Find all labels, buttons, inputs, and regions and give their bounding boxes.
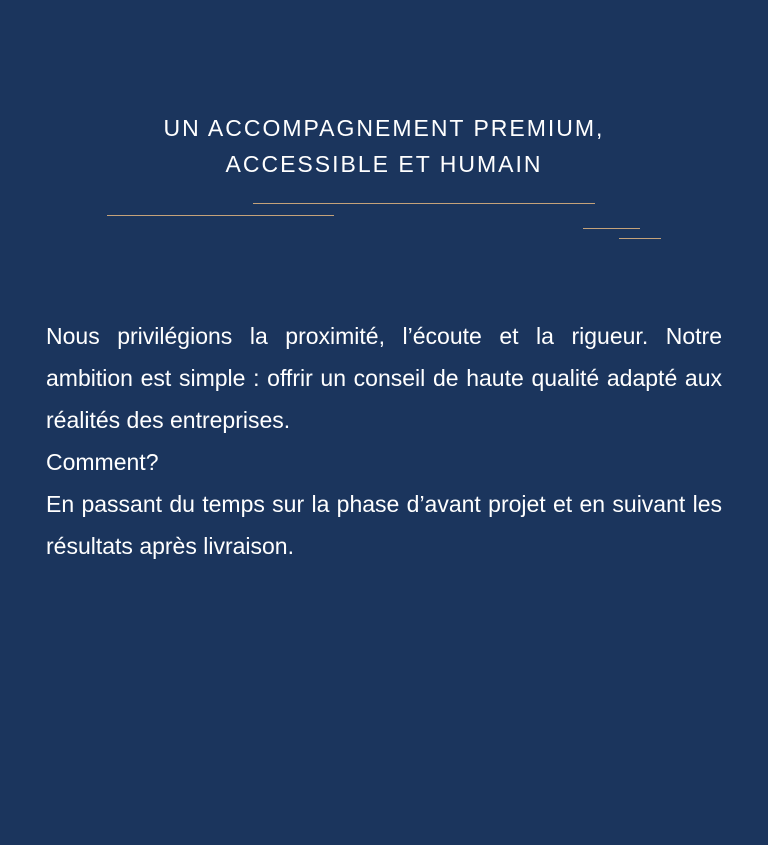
- paragraph-intro: Nous privilégions la proximité, l’écoute et la rigueur. Notre ambition est simple : offrir un conseil de haute qualité adapté aux réalités des entreprises.: [46, 323, 722, 433]
- decorative-rule-4: [619, 238, 661, 239]
- paragraph-answer: En passant du temps sur la phase d’avant projet et en suivant les résultats après livraison.: [46, 491, 722, 559]
- decorative-rule-2: [107, 215, 334, 216]
- decorative-rule-3: [583, 228, 640, 229]
- body-text: [46, 315, 722, 567]
- section-title-line-2: ACCESSIBLE ET HUMAIN: [225, 151, 543, 177]
- paragraph-question: Comment?: [46, 449, 159, 475]
- decorative-rule-1: [253, 203, 595, 204]
- section-title: [0, 110, 768, 182]
- section-title-line-1: UN ACCOMPAGNEMENT PREMIUM,: [163, 115, 605, 141]
